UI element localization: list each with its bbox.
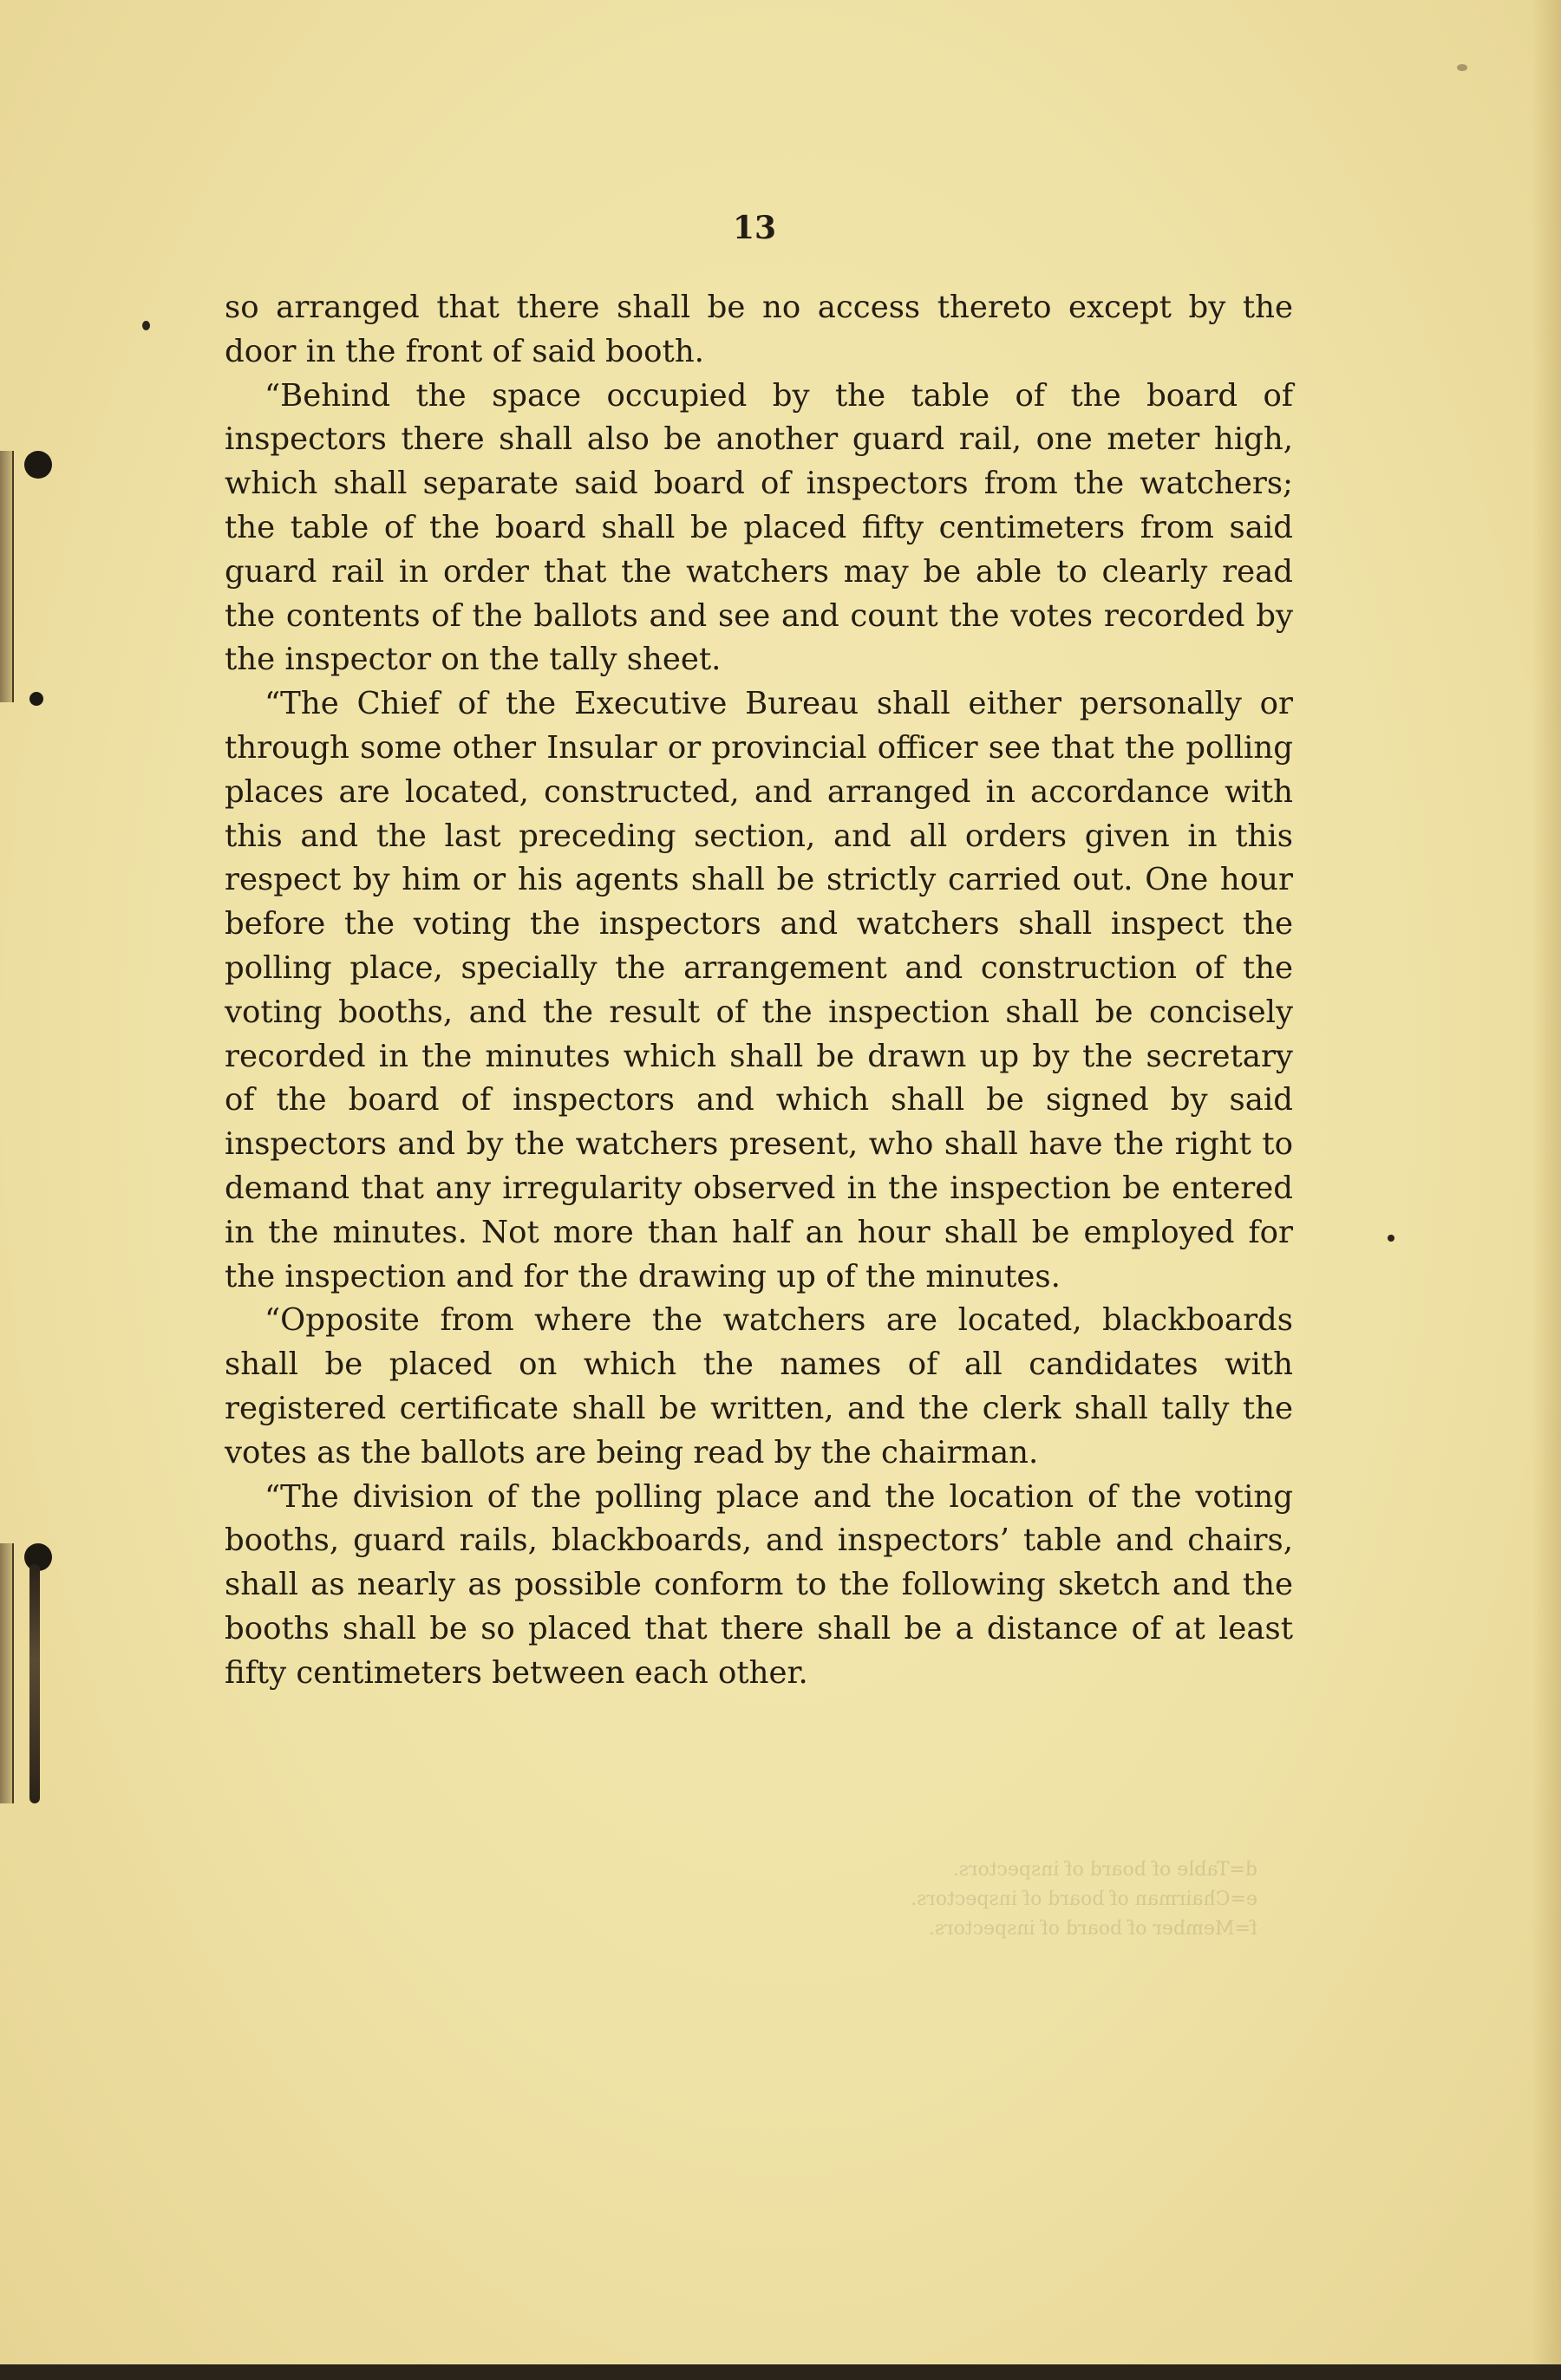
binding-lower — [0, 1543, 35, 1803]
bleed-line: e=Chairman of board of inspectors. — [911, 1888, 1257, 1910]
binding-stitch — [29, 692, 43, 706]
page-bottom-edge — [0, 2364, 1561, 2380]
page-edge-shadow — [1532, 0, 1561, 2380]
paragraph: “The Chief of the Executive Bureau shall either personally or through some other Insular or provincial officer see that the polling places are located, constructed, and arranged in accordance with this and the last preceding section, and all orders given in this respect by him or his agents shall be strictly carried out. One hour before the voting the inspectors and watchers shall inspect the polling place, specially the arrangement and construction of the voting booths, and the result of the inspection shall be concisely recorded in the minutes which shall be drawn up by the secretary of the board of inspectors and which shall be signed by said inspectors and by the watchers present, who shall have the right to demand that any irregularity observed in the inspection be entered in the minutes. Not more than half an hour shall be employed for the inspection and for the drawing up of the minutes. — [225, 686, 1293, 1294]
binding-strip — [0, 451, 14, 702]
ink-speck — [142, 321, 150, 330]
bleed-line: f=Member of board of inspectors. — [928, 1918, 1257, 1940]
paragraph: so arranged that there shall be no access thereto except by the door in the front of said booth. — [225, 290, 1293, 369]
ink-speck — [1457, 64, 1467, 71]
bleed-line: d=Table of board of inspectors. — [952, 1859, 1257, 1881]
binding-strip — [0, 1543, 14, 1803]
paragraph: “The division of the polling place and the location of the voting booths, guard rails, blackboards, and inspectors’ table and chairs, shall as nearly as possible conform to the following sketch and the booths shall be so placed that there shall be a distance of at least fifty centimeters between each other. — [225, 1478, 1293, 1691]
bleed-through-text — [807, 1855, 1257, 1944]
body-text — [225, 286, 1293, 1696]
paragraph: “Opposite from where the watchers are located, blackboards shall be placed on which the names of all candidates with registered certificate shall be written, and the clerk shall tally the votes as the ballots are being read by the chairman. — [225, 1302, 1293, 1470]
binding-upper — [0, 451, 35, 702]
binding-stitch — [24, 451, 52, 479]
paragraph: “Behind the space occupied by the table of the board of inspectors there shall also be another guard rail, one meter high, which shall separate said board of inspectors from the watchers; the table of the board shall be placed fifty centimeters from said guard rail in order that the watchers may be able to clearly read the contents of the ballots and see and count the votes recorded by the inspector on the tally sheet. — [225, 377, 1293, 678]
ink-speck — [1388, 1235, 1394, 1242]
binding-thread — [29, 1564, 40, 1803]
page-number: 13 — [732, 210, 777, 246]
